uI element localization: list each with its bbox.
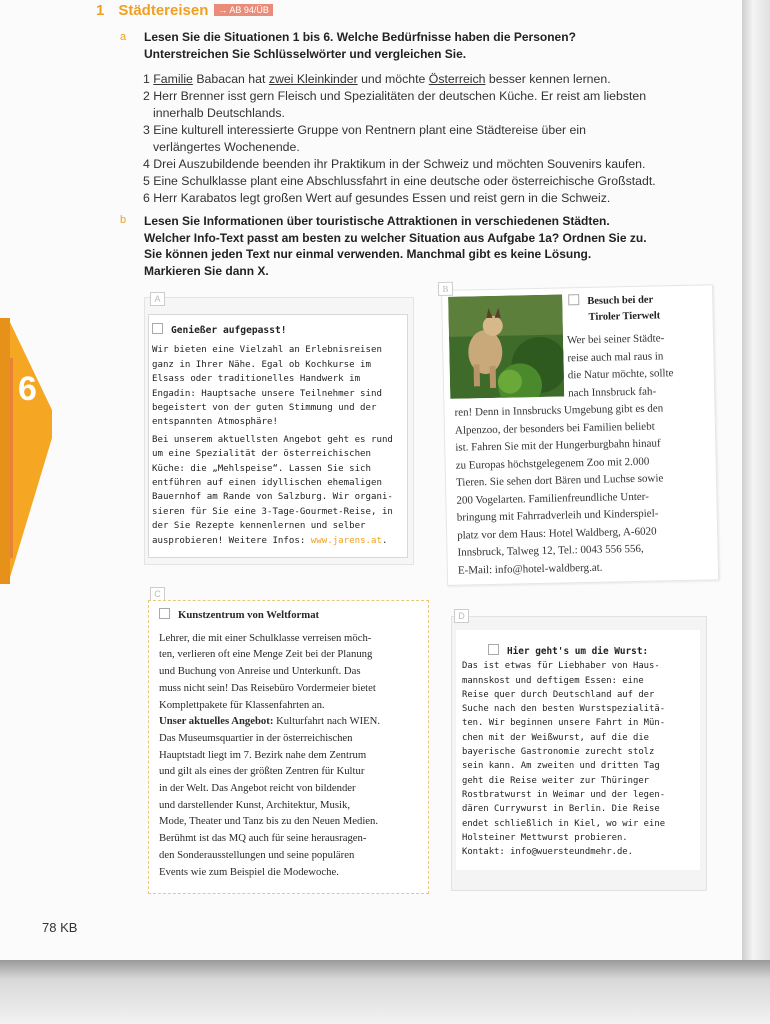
text-b-line: zu Europas höchstgelegenem Zoo mit 2.000 [455, 455, 650, 472]
text-a-line: Elsass oder traditionelles Handwerk im [152, 374, 361, 385]
task-a-instruction-line: Unterstreichen Sie Schlüsselwörter und vergleichen Sie. [144, 46, 467, 61]
text-d-line: Suche nach den besten Wurstspezialitä- [462, 704, 666, 715]
workbook-reference-tag: → AB 94/ÜB [214, 4, 273, 16]
text-b-side-text [567, 330, 674, 402]
section-number: 1 [96, 2, 105, 19]
situation-line: 5 Eine Schulklasse plant eine Abschlussfahrt in eine deutsche oder österreichische Großstadt. [143, 174, 656, 188]
situation-line: innerhalb Deutschlands. [153, 106, 285, 120]
text-b-heading-line: Tiroler Tierwelt [588, 310, 661, 323]
scan-bottom-shadow [0, 960, 770, 1024]
text-b-line: platz vor dem Haus: Hotel Waldberg, A-6020 [457, 525, 657, 542]
text-c-offer-line [159, 713, 428, 730]
text-a-card [148, 314, 408, 558]
text-d-line: dären Currywurst in Berlin. Die Reise [462, 804, 660, 815]
text-a-line: Bei unserem aktuellsten Angebot geht es rund [152, 434, 393, 445]
text-d-line: mannskost und deftigem Essen: eine [462, 675, 644, 686]
task-b-instruction-line: Welcher Info-Text passt am besten zu welcher Situation aus Aufgabe 1a? Ordnen Sie zu. [144, 230, 647, 245]
situation-item [143, 122, 703, 156]
text-c-heading-row [159, 607, 428, 624]
text-c-line: und Buchung von Anreise und Unterkunft. Das [159, 665, 361, 678]
text-a-punct: . [381, 535, 388, 546]
text-b-line: E-Mail: info@hotel-waldberg.at. [457, 561, 603, 577]
text-c-line: Lehrer, die mit einer Schulklasse verreisen möch- [159, 631, 372, 644]
text-a-line: entführen auf einen idyllischen ehemaligen [152, 478, 382, 489]
text-d-line: Reise quer durch Deutschland auf der [462, 689, 655, 700]
text-d-line: geht die Reise weiter zur Thüringer [462, 775, 650, 786]
text-d-line: bayerische Gastronomie zurecht stolz [462, 747, 655, 758]
text-c-line: ten, verlieren oft eine Menge Zeit bei der Planung [159, 648, 373, 661]
section-title-text: Städtereisen [118, 2, 209, 19]
text-c-heading: Kunstzentrum von Weltformat [178, 609, 320, 621]
text-c-line: den Sonderausstellungen und seine populären [159, 848, 355, 861]
situation-item [143, 190, 703, 207]
text-b-heading-line: Besuch bei der [587, 294, 654, 307]
chapter-tab-shape [0, 318, 56, 584]
task-a-label: a [120, 31, 127, 43]
text-d-line: sein kann. Am zweiten und dritten Tag [462, 761, 660, 772]
text-a-line: Küche: die „Mehlspeise“. Lassen Sie sich [152, 463, 371, 474]
text-a-line: Bauernhof am Rande von Salzburg. Wir organi- [152, 492, 393, 503]
situation-text: Babacan hat [196, 72, 266, 86]
text-d-card [456, 630, 700, 870]
text-c-line: Kulturfahrt nach WIEN. [276, 715, 381, 728]
situation-item [143, 156, 703, 173]
task-b-instruction-line: Sie können jeden Text nur einmal verwenden. Manchmal gibt es keine Lösung. [144, 247, 592, 261]
text-c-line: und gilt als eines der größten Zentren für Kultur [159, 765, 365, 778]
text-c-bold: Unser aktuelles Angebot: [159, 715, 274, 728]
text-c-line: in der Welt. Das Angebot reicht von bildender [159, 782, 356, 795]
situation-item [143, 88, 703, 122]
text-c-label: C [150, 587, 165, 601]
text-d-line: Kontakt: info@wuersteundmehr.de. [462, 847, 633, 858]
situation-item [143, 71, 703, 88]
situation-item [143, 173, 703, 190]
task-a-instruction-line: Lesen Sie die Situationen 1 bis 6. Welche Bedürfnisse haben die Personen? [144, 30, 576, 44]
text-b-line: ist. Fahren Sie mit der Hungerburgbahn hinauf [455, 437, 661, 454]
text-c-line: Events wie zum Beispiel die Modewoche. [159, 865, 339, 878]
text-d-line: Rostbratwurst in Weimar und der legen- [462, 789, 666, 800]
text-d-label: D [454, 609, 469, 623]
text-a-line: um eine Spezialität der österreichischen [152, 449, 371, 460]
text-d-line: Holsteiner Mettwurst probieren. [462, 832, 628, 843]
situation-line: verlängertes Wochenende. [153, 140, 300, 154]
text-a-link[interactable]: www.jarens.at [310, 535, 382, 546]
text-d-line: endet schließlich in Kiel, wo wir eine [462, 818, 666, 829]
situation-line: 6 Herr Karabatos legt großen Wert auf gesundes Essen und reist gern in die Schweiz. [143, 191, 611, 205]
text-a-line: ganz in Ihrer Nähe. Egal ob Kochkurse im [152, 359, 371, 370]
section-title [96, 2, 273, 19]
text-a-heading-row [152, 323, 407, 338]
text-a-line: der Sie Rezepte kennenlernen und selber [152, 521, 366, 532]
text-a-label: A [150, 292, 165, 306]
text-a-line: entspannten Atmosphäre! [152, 417, 278, 428]
situation-text: besser kennen lernen. [488, 72, 611, 86]
text-c-line: Das Museumsquartier in der österreichischen [159, 731, 353, 744]
text-c-line: und darstellender Kunst, Architektur, Musik, [159, 798, 351, 811]
text-b-line: bringung mit Fahrradverleih und Kinderspiel- [456, 507, 659, 524]
task-b-instruction [144, 213, 647, 279]
text-b-line: Alpenzoo, der besonders bei Familien beliebt [454, 420, 655, 437]
answer-checkbox-b[interactable] [568, 294, 579, 305]
text-a-line: ausprobieren! Weitere Infos: [152, 535, 306, 546]
lynx-photo [448, 294, 564, 398]
keyword-underline: zwei Kleinkinder [268, 72, 358, 86]
text-b-line: reise auch mal raus in [567, 349, 664, 364]
chapter-side-tab [0, 318, 56, 584]
text-a-line: Engadin: Hauptsache unsere Teilnehmer sind [152, 388, 382, 399]
answer-checkbox-d[interactable] [488, 644, 499, 655]
text-b-line: ren! Denn in Innsbrucks Umgebung gibt es den [454, 402, 664, 419]
text-c-line: Berühmt ist das MQ auch für seine herausragen- [159, 832, 367, 845]
text-a-last-line [152, 534, 407, 548]
situation-line: 2 Herr Brenner isst gern Fleisch und Spezialitäten der deutschen Küche. Er reist am liebsten [143, 89, 647, 103]
keyword-underline: Österreich [428, 72, 486, 86]
task-b-label: b [120, 214, 127, 226]
text-a-line: sieren für Sie eine 3-Tage-Gourmet-Reise, in [152, 506, 393, 517]
text-b-line: Tieren. Sie sehen dort Bären und Luchse sowie [455, 472, 664, 489]
text-a-line: Wir bieten eine Vielzahl an Erlebnisreisen [152, 345, 382, 356]
text-b-line: Innsbruck, Talweg 12, Tel.: 0043 556 556, [457, 542, 644, 559]
text-c-line: Hauptstadt liegt im 7. Bezirk nahe dem Zentrum [159, 748, 367, 761]
page-edge [742, 0, 770, 960]
task-b-instruction-line: Markieren Sie dann X. [144, 263, 269, 278]
text-c-card [148, 600, 429, 894]
task-b-instruction-line: Lesen Sie Informationen über touristische Attraktionen in verschiedenen Städten. [144, 214, 610, 228]
situation-text: und möchte [361, 72, 426, 86]
text-b-line: 200 Vogelarten. Familienfreundliche Unter- [456, 490, 649, 507]
text-d-line: ten. Wir beginnen unsere Fahrt in Mün- [462, 718, 666, 729]
situation-line: 3 Eine kulturell interessierte Gruppe von Rentnern plant eine Städtereise über ein [143, 123, 586, 137]
text-b-line: Wer bei seiner Städte- [566, 332, 665, 347]
text-b-line: die Natur möchte, sollte [567, 367, 674, 382]
text-b-label: B [438, 282, 453, 296]
text-d-heading: Hier geht's um die Wurst: [507, 646, 649, 657]
text-c-line: Komplettpakete für Klassenfahrten an. [159, 698, 325, 711]
text-b-card [441, 284, 719, 586]
text-c-line: Mode, Theater und Tanz bis zu den Neuen Medien. [159, 815, 379, 828]
situation-line: 4 Drei Auszubildende beenden ihr Praktikum in der Schweiz und möchten Souvenirs kaufen. [143, 157, 646, 171]
page-number: 78 KB [42, 920, 78, 935]
text-d-heading-row [462, 644, 700, 659]
text-a-heading: Genießer aufgepasst! [171, 325, 287, 336]
keyword-underline: Familie [153, 72, 193, 86]
situation-list [143, 71, 703, 207]
chapter-number: 6 [18, 370, 37, 408]
text-d-line: chen mit der Weißwurst, auf die die [462, 732, 650, 743]
answer-checkbox-c[interactable] [159, 608, 170, 619]
text-b-heading [568, 292, 660, 326]
text-d-line: Das ist etwas für Liebhaber von Haus- [462, 661, 660, 672]
text-c-line: muss nicht sein! Das Reisebüro Vordermeier bietet [159, 681, 376, 694]
answer-checkbox-a[interactable] [152, 323, 163, 334]
text-b-line: nach Innsbruck fah- [568, 385, 657, 399]
situation-number: 1 [143, 72, 150, 86]
text-a-line: begeistert von der guten Stimmung und der [152, 403, 377, 414]
text-b-body [454, 400, 666, 579]
task-a-instruction [144, 29, 576, 62]
